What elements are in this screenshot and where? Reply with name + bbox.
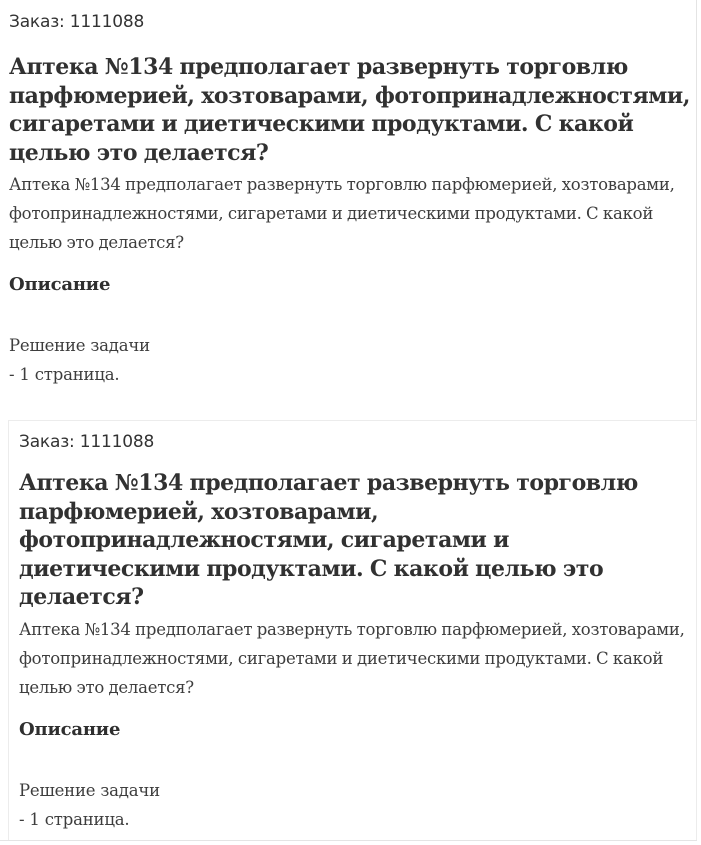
solution-label: Решение задачи (19, 780, 160, 800)
question-text: Аптека №134 предполагает развернуть торговлю парфюмерией, хозтоварами, фотопринадлежностями, сигаретами и диетическими продуктами. С какой целью это делается? (19, 619, 685, 697)
question-title: Аптека №134 предполагает развернуть торговлю парфюмерией, хозтоварами, фотопринадлежностями, сигаретами и диетическими продуктами. С какой целью это делается? (9, 54, 691, 166)
order-card-primary (9, 9, 693, 409)
solution-label: Решение задачи (9, 336, 150, 355)
description-heading: Описание (9, 274, 111, 295)
order-number: Заказ: 1111088 (9, 12, 145, 32)
page-count: - 1 страница. (9, 365, 120, 384)
order-card-repeated (8, 420, 697, 840)
description-heading: Описание (19, 718, 121, 740)
question-title: Аптека №134 предполагает развернуть торговлю парфюмерией, хозтоварами, фотопринадлежностями, сигаретами и диетическими продуктами. С какой целью это делается? (19, 470, 638, 610)
page-count: - 1 страница. (19, 809, 130, 829)
order-number: Заказ: 1111088 (19, 432, 155, 452)
question-text: Аптека №134 предполагает развернуть торговлю парфюмерией, хозтоварами, фотопринадлежностями, сигаретами и диетическими продуктами. С какой целью это делается? (9, 175, 675, 252)
